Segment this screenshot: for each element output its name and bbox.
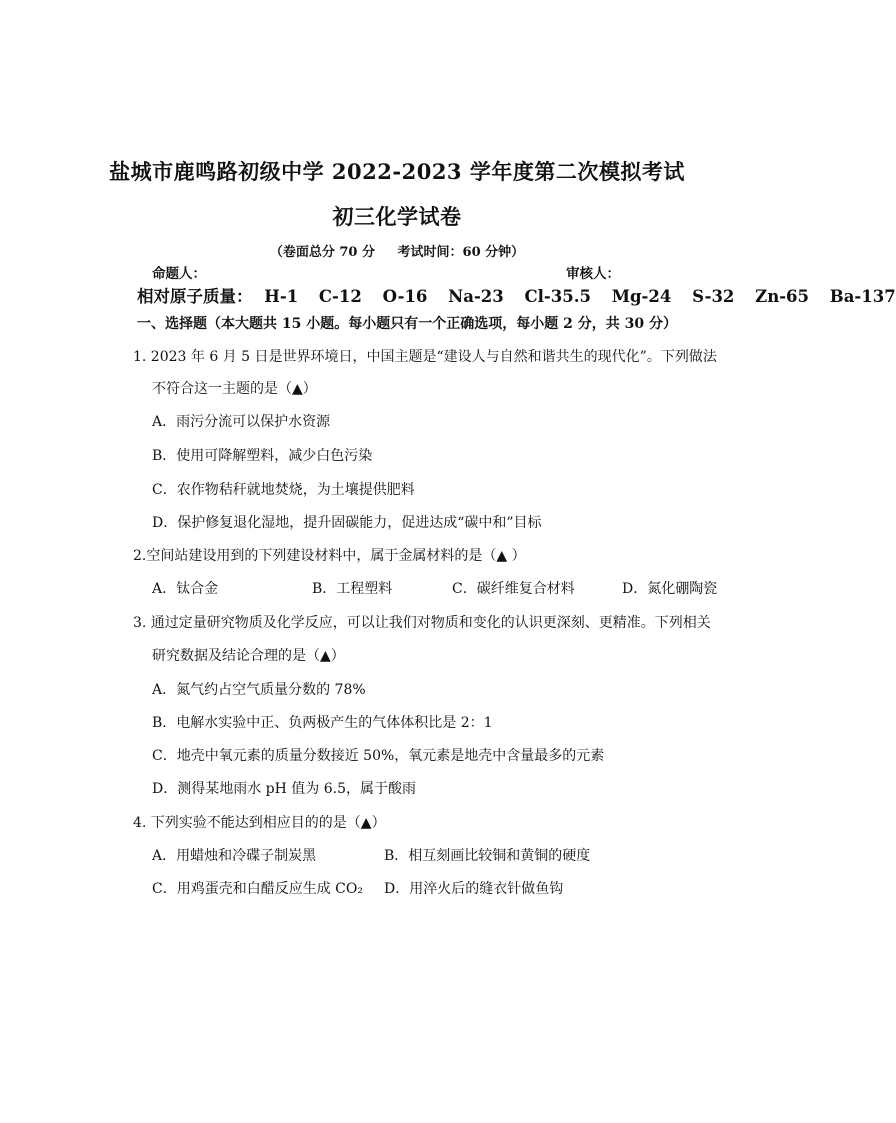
question-2-option-a: A．钛合金 xyxy=(152,581,219,597)
atomic-mass-item: Cl-35.5 xyxy=(524,287,591,306)
question-4-option-d: D．用淬火后的缝衣针做鱼钩 xyxy=(384,881,564,897)
atomic-mass-item: S-32 xyxy=(692,287,735,306)
atomic-mass-item: Ba-137 xyxy=(829,287,896,306)
atomic-mass-item: H-1 xyxy=(264,287,299,306)
question-1-option-c: C．农作物秸秆就地焚烧，为土壤提供肥料 xyxy=(152,482,415,498)
question-2-option-c: C．碳纤维复合材料 xyxy=(452,581,575,597)
question-2-stem: 2.空间站建设用到的下列建设材料中，属于金属材料的是（▲ ） xyxy=(133,548,526,564)
question-1-option-a: A．雨污分流可以保护水资源 xyxy=(152,414,331,430)
question-4-option-a: A．用蜡烛和冷碟子制炭黑 xyxy=(152,848,317,864)
question-3-option-a: A．氮气约占空气质量分数的 78% xyxy=(152,682,366,698)
question-1-stem-cont: 不符合这一主题的是（▲） xyxy=(152,381,317,397)
exam-info xyxy=(0,241,794,260)
atomic-mass-item: Mg-24 xyxy=(611,287,672,306)
question-3-stem: 3. 通过定量研究物质及化学反应，可以让我们对物质和变化的认识更深刻、更精准。下列相关 xyxy=(133,615,711,631)
atomic-mass-item: C-12 xyxy=(318,287,362,306)
time-info: 考试时间：60 分钟） xyxy=(397,245,525,260)
question-4-option-c: C．用鸡蛋壳和白醋反应生成 CO₂ xyxy=(152,881,363,897)
question-4-option-b: B．相互刻画比较铜和黄铜的硬度 xyxy=(384,848,591,864)
question-1-option-b: B．使用可降解塑料，减少白色污染 xyxy=(152,448,373,464)
exam-title: 盐城市鹿鸣路初级中学 2022-2023 学年度第二次模拟考试 xyxy=(109,159,685,184)
atomic-masses-label: 相对原子质量： xyxy=(137,287,253,306)
question-4-stem: 4. 下列实验不能达到相应目的的是（▲） xyxy=(133,815,386,831)
question-3-option-d: D．测得某地雨水 pH 值为 6.5，属于酸雨 xyxy=(152,781,417,797)
question-2-option-d: D．氮化硼陶瓷 xyxy=(622,581,718,597)
atomic-mass-item: Zn-65 xyxy=(755,287,810,306)
author-label: 命题人： xyxy=(152,266,206,282)
score-info: （卷面总分 70 分 xyxy=(269,245,375,260)
question-2-option-b: B．工程塑料 xyxy=(312,581,393,597)
question-3-stem-cont: 研究数据及结论合理的是（▲） xyxy=(152,648,345,664)
atomic-mass-item: Na-23 xyxy=(448,287,504,306)
atomic-mass-item: O-16 xyxy=(382,287,428,306)
question-3-option-c: C．地壳中氧元素的质量分数接近 50%，氧元素是地壳中含量最多的元素 xyxy=(152,748,605,764)
atomic-masses xyxy=(137,283,896,307)
reviewer-label: 审核人： xyxy=(566,266,620,282)
question-3-option-b: B．电解水实验中正、负两极产生的气体体积比是 2：1 xyxy=(152,715,493,731)
section-heading: 一、选择题（本大题共 15 小题。每小题只有一个正确选项，每小题 2 分，共 30 分） xyxy=(137,316,677,332)
question-1-stem: 1. 2023 年 6 月 5 日是世界环境日，中国主题是“建设人与自然和谐共生的现代化”。下列做法 xyxy=(133,349,717,365)
question-1-option-d: D．保护修复退化湿地，提升固碳能力，促进达成“碳中和”目标 xyxy=(152,515,542,531)
exam-subtitle: 初三化学试卷 xyxy=(332,204,462,229)
